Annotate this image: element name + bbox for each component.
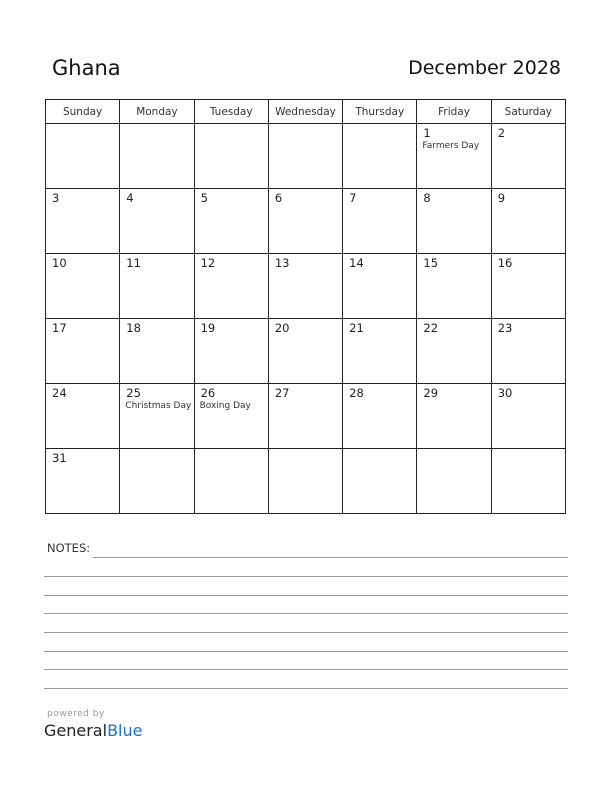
- day-cell: [194, 189, 268, 254]
- day-number: 21: [349, 321, 364, 335]
- day-number: 7: [349, 191, 357, 205]
- day-cell: [417, 124, 491, 189]
- day-cell: [46, 254, 120, 319]
- day-cell: [268, 384, 342, 449]
- week-row: [46, 124, 566, 189]
- day-cell: [46, 189, 120, 254]
- day-number: 2: [497, 126, 506, 140]
- day-cell: [268, 449, 342, 514]
- brand-blue: Blue: [107, 721, 143, 740]
- day-number: 24: [52, 386, 67, 400]
- day-cell: [343, 189, 417, 254]
- day-number: 13: [274, 256, 290, 270]
- day-cell: [343, 319, 417, 384]
- day-number: 23: [497, 321, 513, 335]
- day-cell: [343, 124, 417, 189]
- day-number: 16: [497, 256, 513, 270]
- holiday-label: Christmas Day: [125, 401, 192, 411]
- week-row: [46, 254, 566, 319]
- notes-line: [44, 632, 568, 633]
- weekday-header-row: [46, 100, 566, 124]
- day-number: 18: [126, 321, 141, 335]
- day-cell: [120, 319, 194, 384]
- day-cell: [491, 449, 565, 514]
- day-cell: [491, 189, 565, 254]
- month-year-title: December 2028: [408, 57, 561, 79]
- day-cell: [491, 319, 565, 384]
- day-number: 25: [126, 386, 141, 400]
- day-cell: [120, 449, 194, 514]
- day-cell: [268, 319, 342, 384]
- week-row: [46, 384, 566, 449]
- week-row: [46, 449, 566, 514]
- holiday-label: Farmers Day: [422, 141, 480, 151]
- notes-line: [93, 557, 568, 558]
- day-cell: [268, 189, 342, 254]
- day-cell: [194, 319, 268, 384]
- day-cell: [120, 254, 194, 319]
- weekday-thursday: Thursday: [343, 100, 417, 124]
- day-number: 4: [126, 191, 134, 205]
- day-cell: [417, 319, 491, 384]
- day-number: 5: [200, 191, 208, 205]
- day-cell: [120, 124, 194, 189]
- day-number: 27: [274, 386, 290, 400]
- day-number: 3: [52, 191, 60, 205]
- notes-line: [44, 688, 568, 689]
- day-number: 17: [52, 321, 67, 335]
- day-number: 12: [200, 256, 216, 270]
- day-number: 26: [200, 386, 216, 400]
- notes-line: [44, 613, 568, 614]
- holiday-label: Boxing Day: [199, 401, 251, 411]
- weekday-saturday: Saturday: [491, 100, 565, 124]
- notes-line: [44, 595, 568, 596]
- week-row: [46, 319, 566, 384]
- day-number: 30: [497, 386, 513, 400]
- notes-label: NOTES:: [47, 541, 91, 555]
- brand-logo[interactable]: [44, 721, 142, 740]
- day-cell: [46, 449, 120, 514]
- day-cell: [343, 254, 417, 319]
- day-cell: [194, 124, 268, 189]
- day-number: 20: [274, 321, 290, 335]
- day-number: 14: [349, 256, 364, 270]
- day-cell: [417, 189, 491, 254]
- day-cell: [491, 124, 565, 189]
- notes-line: [44, 576, 568, 577]
- day-number: 22: [423, 321, 439, 335]
- weekday-tuesday: Tuesday: [194, 100, 268, 124]
- powered-by-text: powered by: [47, 709, 105, 719]
- day-cell: [417, 254, 491, 319]
- day-cell: [343, 384, 417, 449]
- day-number: 19: [200, 321, 216, 335]
- day-number: 31: [52, 451, 67, 465]
- weekday-sunday: Sunday: [46, 100, 120, 124]
- day-cell: [268, 124, 342, 189]
- day-cell: [194, 254, 268, 319]
- day-cell: [417, 449, 491, 514]
- day-cell: [491, 254, 565, 319]
- day-number: 1: [423, 126, 431, 140]
- day-number: 28: [349, 386, 364, 400]
- calendar-grid: [45, 99, 566, 514]
- notes-line: [44, 651, 568, 652]
- brand-general: General: [44, 721, 108, 740]
- day-cell: [46, 384, 120, 449]
- day-cell: [120, 189, 194, 254]
- day-cell: [343, 449, 417, 514]
- day-cell: [120, 384, 194, 449]
- day-cell: [46, 319, 120, 384]
- day-cell: [417, 384, 491, 449]
- day-number: 15: [423, 256, 439, 270]
- day-number: 9: [497, 191, 506, 205]
- day-cell: [268, 254, 342, 319]
- country-title: Ghana: [52, 56, 121, 80]
- day-cell: [194, 449, 268, 514]
- day-cell: [46, 124, 120, 189]
- day-number: 8: [423, 191, 431, 205]
- day-number: 11: [126, 256, 141, 270]
- day-cell: [491, 384, 565, 449]
- weekday-wednesday: Wednesday: [268, 100, 342, 124]
- day-number: 10: [52, 256, 67, 270]
- weekday-friday: Friday: [417, 100, 491, 124]
- calendar-body: [46, 124, 566, 514]
- day-cell: [194, 384, 268, 449]
- day-number: 6: [274, 191, 283, 205]
- week-row: [46, 189, 566, 254]
- day-number: 29: [423, 386, 439, 400]
- notes-line: [44, 669, 568, 670]
- weekday-monday: Monday: [120, 100, 194, 124]
